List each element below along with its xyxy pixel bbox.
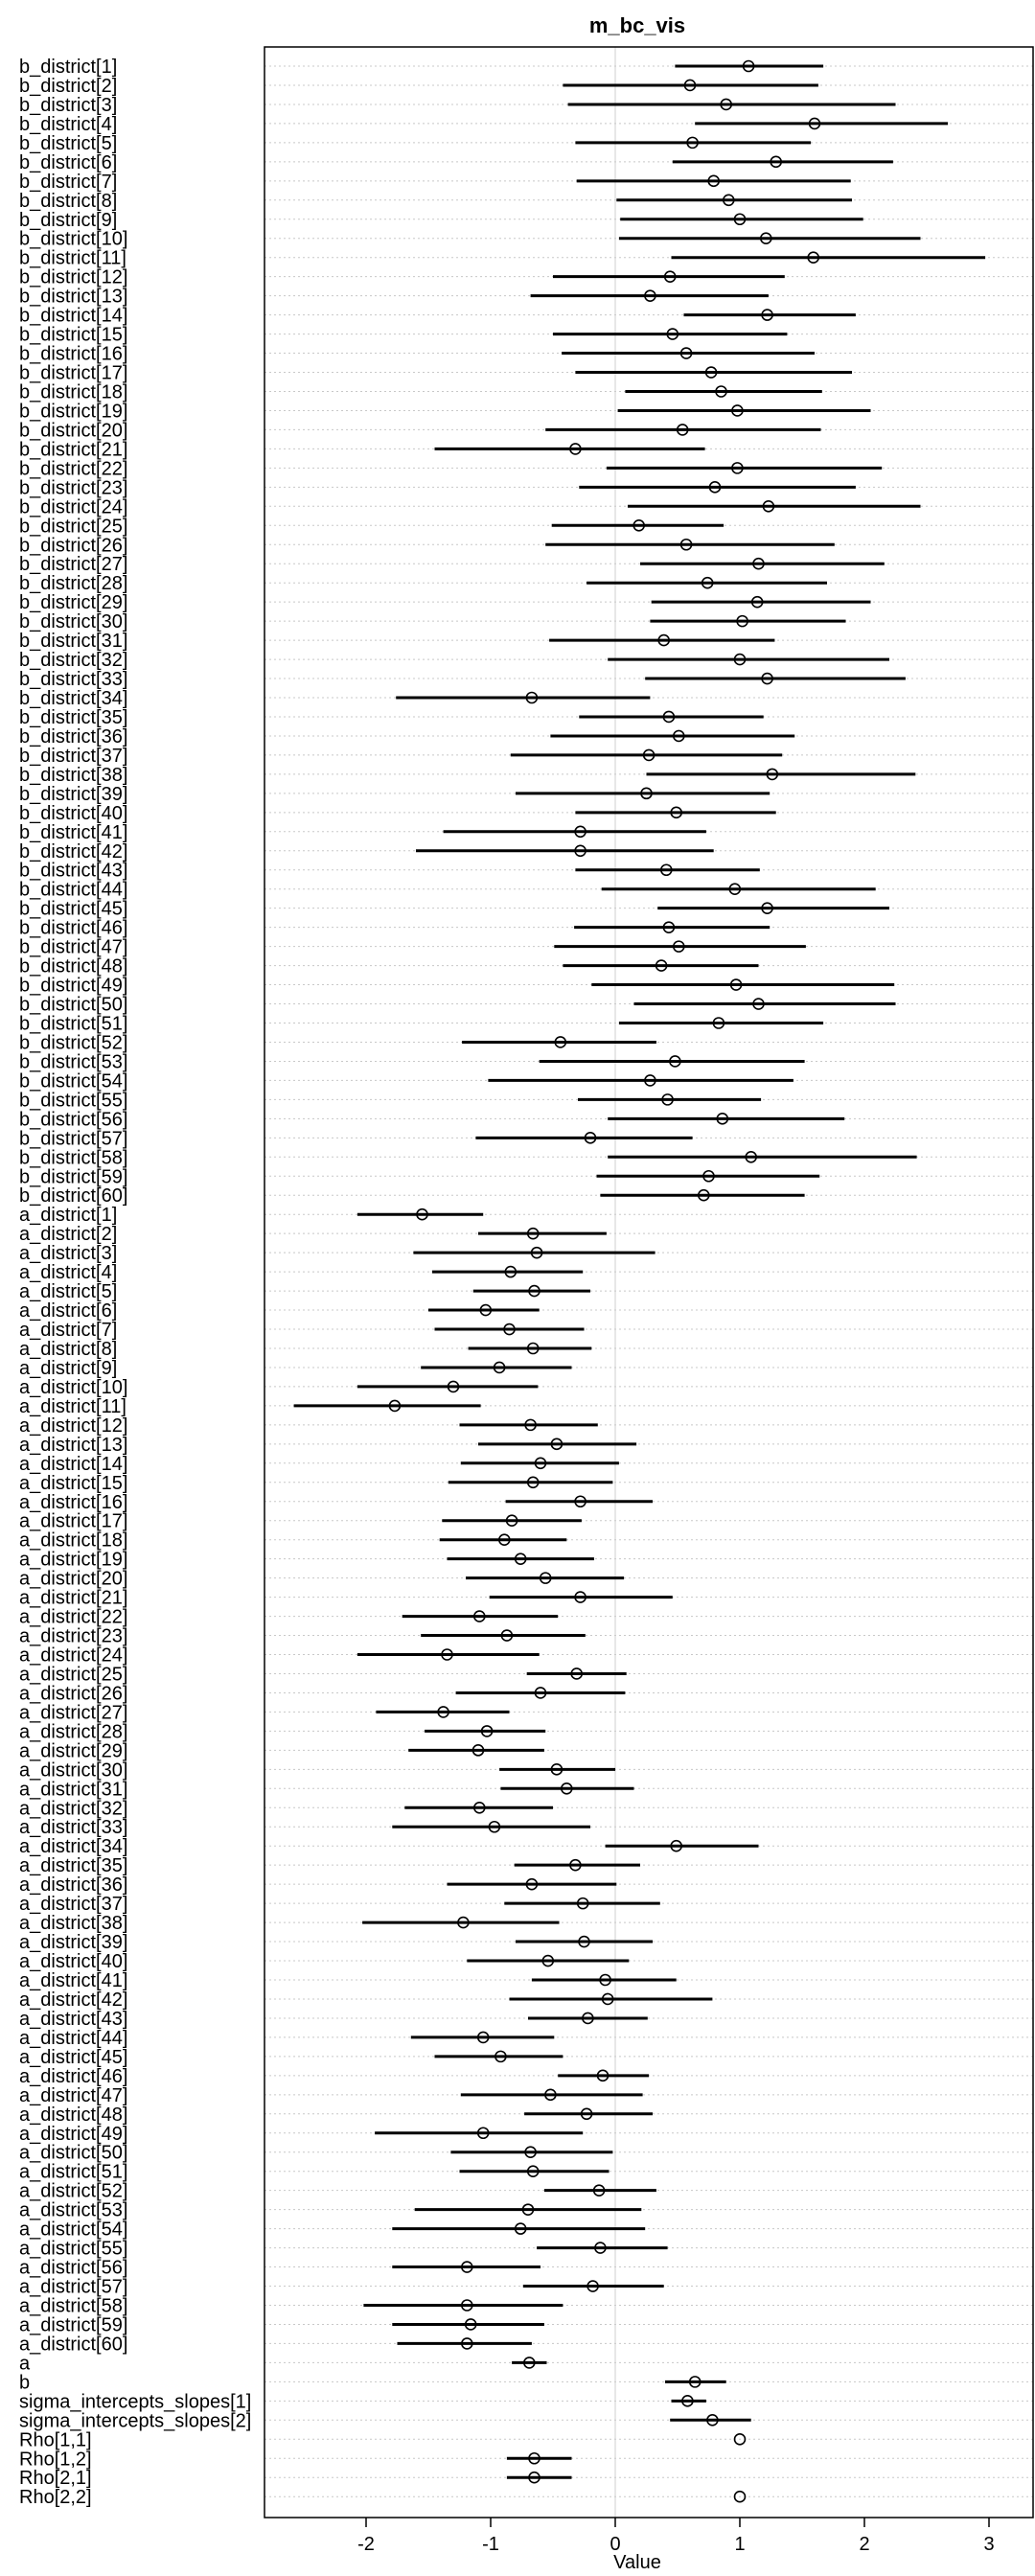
parameter-label: a_district[11] <box>19 1395 126 1417</box>
parameter-label: b_district[6] <box>19 151 118 173</box>
parameter-label: b_district[36] <box>19 725 128 748</box>
parameter-label: b_district[4] <box>19 113 118 135</box>
parameter-label: Rho[1,1] <box>19 2429 92 2451</box>
parameter-label: a_district[56] <box>19 2257 128 2279</box>
parameter-label: a_district[3] <box>19 1243 118 1265</box>
parameter-label: b_district[13] <box>19 286 128 308</box>
parameter-label: b_district[60] <box>19 1185 128 1208</box>
parameter-label: a_district[48] <box>19 2104 128 2126</box>
parameter-label: a_district[45] <box>19 2046 128 2068</box>
parameter-label: b_district[58] <box>19 1147 128 1169</box>
parameter-label: a_district[25] <box>19 1664 128 1686</box>
parameter-label: a_district[34] <box>19 1836 128 1858</box>
parameter-label: b <box>19 2372 31 2394</box>
parameter-label: a_district[13] <box>19 1434 128 1456</box>
parameter-label: a_district[6] <box>19 1300 118 1322</box>
parameter-label: b_district[31] <box>19 631 128 653</box>
parameter-label: a_district[7] <box>19 1320 118 1342</box>
parameter-label: sigma_intercepts_slopes[1] <box>19 2391 252 2413</box>
parameter-label: a_district[58] <box>19 2295 128 2317</box>
parameter-label: b_district[55] <box>19 1090 128 1112</box>
x-tick-label: -1 <box>482 2534 499 2555</box>
parameter-label: a_district[12] <box>19 1414 128 1437</box>
parameter-label: a_district[39] <box>19 1932 128 1954</box>
parameter-label: b_district[38] <box>19 764 128 786</box>
parameter-label: Rho[1,2] <box>19 2449 92 2471</box>
parameter-label: a_district[21] <box>19 1587 128 1609</box>
parameter-label: a_district[60] <box>19 2334 128 2356</box>
parameter-label: a_district[55] <box>19 2238 128 2260</box>
parameter-label: a_district[30] <box>19 1760 128 1782</box>
parameter-label: a_district[22] <box>19 1606 128 1628</box>
parameter-label: a_district[50] <box>19 2142 128 2164</box>
parameter-label: b_district[53] <box>19 1051 128 1073</box>
parameter-label: b_district[40] <box>19 802 128 824</box>
parameter-label: a_district[51] <box>19 2161 128 2183</box>
interval-marks <box>294 61 986 2502</box>
parameter-label: b_district[50] <box>19 994 128 1016</box>
parameter-label: b_district[5] <box>19 132 118 154</box>
parameter-label: a_district[1] <box>19 1205 118 1227</box>
parameter-label: b_district[7] <box>19 171 118 193</box>
parameter-label: a_district[18] <box>19 1530 128 1552</box>
parameter-label: b_district[29] <box>19 592 128 614</box>
parameter-label: a_district[52] <box>19 2180 128 2202</box>
parameter-label: a_district[8] <box>19 1338 118 1360</box>
parameter-label: a_district[35] <box>19 1855 128 1877</box>
parameter-label: b_district[12] <box>19 266 128 288</box>
parameter-label: a_district[24] <box>19 1644 128 1667</box>
parameter-label: b_district[20] <box>19 420 128 442</box>
parameter-label: a_district[54] <box>19 2219 128 2241</box>
parameter-label: a_district[46] <box>19 2065 128 2087</box>
parameter-label: a_district[9] <box>19 1357 118 1379</box>
parameter-label: a_district[14] <box>19 1453 128 1475</box>
parameter-label: b_district[42] <box>19 840 128 862</box>
parameter-label: a_district[41] <box>19 1970 128 1991</box>
parameter-label: b_district[9] <box>19 209 118 231</box>
parameter-label: b_district[44] <box>19 879 128 901</box>
parameter-label: b_district[45] <box>19 898 128 920</box>
parameter-label: sigma_intercepts_slopes[2] <box>19 2410 252 2432</box>
parameter-label: b_district[32] <box>19 650 128 672</box>
parameter-label: b_district[34] <box>19 688 128 710</box>
parameter-label: b_district[25] <box>19 516 128 538</box>
parameter-label: Rho[2,1] <box>19 2468 92 2490</box>
parameter-label: b_district[17] <box>19 362 128 384</box>
parameter-label: b_district[15] <box>19 324 128 346</box>
parameter-label: a_district[16] <box>19 1491 128 1513</box>
parameter-label: a_district[43] <box>19 2008 128 2030</box>
parameter-label: b_district[11] <box>19 247 126 269</box>
parameter-labels <box>19 57 251 2508</box>
chart-title: m_bc_vis <box>588 13 686 37</box>
parameter-label: b_district[2] <box>19 75 118 97</box>
parameter-label: b_district[23] <box>19 477 128 499</box>
parameter-label: b_district[39] <box>19 783 128 805</box>
parameter-label: a_district[15] <box>19 1472 128 1494</box>
parameter-label: b_district[14] <box>19 305 128 327</box>
x-tick-label: 3 <box>983 2534 995 2555</box>
parameter-label: a_district[2] <box>19 1224 118 1246</box>
parameter-label: a_district[4] <box>19 1262 118 1284</box>
parameter-label: a <box>19 2353 31 2375</box>
parameter-label: b_district[18] <box>19 381 128 403</box>
plot-frame <box>264 47 1033 2518</box>
parameter-label: a_district[42] <box>19 1989 128 2011</box>
parameter-label: a_district[32] <box>19 1798 128 1820</box>
parameter-label: b_district[41] <box>19 821 128 843</box>
parameter-label: b_district[3] <box>19 94 118 116</box>
parameter-label: a_district[27] <box>19 1702 128 1724</box>
parameter-label: a_district[23] <box>19 1625 128 1647</box>
x-tick-label: -2 <box>357 2534 375 2555</box>
x-axis-label: Value <box>613 2552 661 2573</box>
parameter-label: b_district[43] <box>19 860 128 882</box>
parameter-label: Rho[2,2] <box>19 2487 92 2509</box>
parameter-label: a_district[57] <box>19 2276 128 2298</box>
parameter-label: a_district[36] <box>19 1874 128 1897</box>
parameter-label: b_district[57] <box>19 1128 128 1150</box>
parameter-label: a_district[49] <box>19 2123 128 2145</box>
parameter-label: a_district[33] <box>19 1817 128 1839</box>
parameter-label: b_district[28] <box>19 573 128 595</box>
parameter-label: b_district[46] <box>19 917 128 939</box>
x-tick-label: 1 <box>734 2534 746 2555</box>
parameter-label: b_district[49] <box>19 975 128 997</box>
parameter-label: a_district[10] <box>19 1376 128 1398</box>
parameter-label: a_district[47] <box>19 2084 128 2106</box>
parameter-label: a_district[17] <box>19 1510 128 1532</box>
parameter-label: b_district[27] <box>19 554 128 576</box>
parameter-label: a_district[53] <box>19 2199 128 2221</box>
parameter-label: b_district[8] <box>19 190 118 212</box>
parameter-label: a_district[44] <box>19 2027 128 2049</box>
parameter-label: b_district[30] <box>19 611 128 633</box>
parameter-label: b_district[47] <box>19 936 128 958</box>
parameter-label: b_district[56] <box>19 1109 128 1131</box>
parameter-label: b_district[21] <box>19 439 128 461</box>
x-tick-label: 2 <box>859 2534 870 2555</box>
parameter-label: b_district[48] <box>19 955 128 978</box>
parameter-label: b_district[22] <box>19 458 128 480</box>
parameter-label: a_district[5] <box>19 1281 118 1303</box>
parameter-label: b_district[59] <box>19 1166 128 1188</box>
parameter-label: b_district[19] <box>19 401 128 423</box>
parameter-label: a_district[29] <box>19 1740 128 1762</box>
parameter-label: a_district[20] <box>19 1568 128 1590</box>
parameter-label: a_district[19] <box>19 1549 128 1571</box>
parameter-label: b_district[1] <box>19 57 118 78</box>
parameter-label: b_district[24] <box>19 496 128 518</box>
parameter-label: b_district[16] <box>19 343 128 365</box>
parameter-label: b_district[37] <box>19 745 128 767</box>
parameter-label: a_district[40] <box>19 1951 128 1973</box>
parameter-label: b_district[26] <box>19 535 128 557</box>
parameter-label: b_district[10] <box>19 228 128 250</box>
parameter-label: a_district[38] <box>19 1913 128 1935</box>
parameter-label: b_district[54] <box>19 1070 128 1092</box>
parameter-label: b_district[35] <box>19 706 128 728</box>
parameter-label: b_district[51] <box>19 1013 128 1035</box>
parameter-label: a_district[31] <box>19 1779 128 1801</box>
parameter-label: a_district[59] <box>19 2314 128 2336</box>
parameter-label: a_district[28] <box>19 1721 128 1743</box>
parameter-label: b_district[52] <box>19 1032 128 1054</box>
x-axis <box>357 2518 994 2555</box>
parameter-label: b_district[33] <box>19 669 128 691</box>
parameter-label: a_district[26] <box>19 1683 128 1705</box>
x-tick-label: 0 <box>610 2534 621 2555</box>
parameter-label: a_district[37] <box>19 1894 128 1916</box>
